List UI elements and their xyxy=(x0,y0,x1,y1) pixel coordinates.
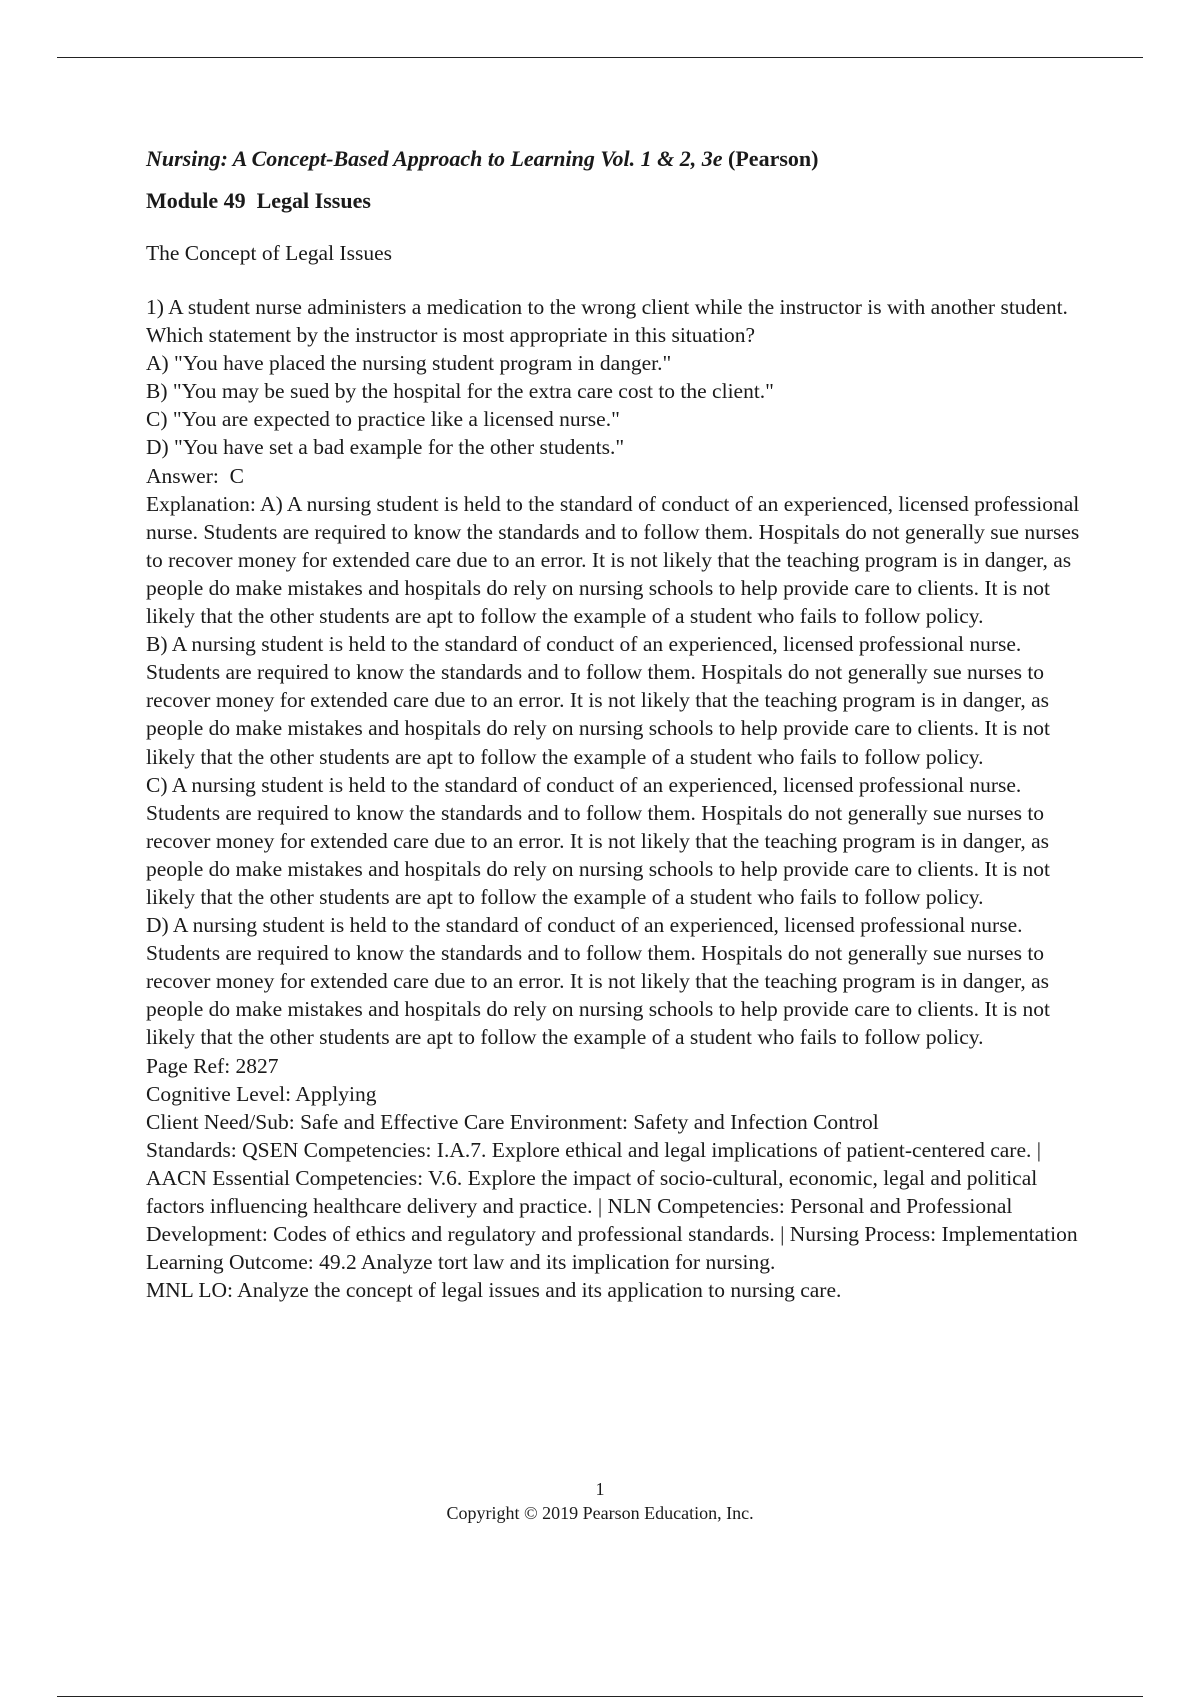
page-ref: Page Ref: 2827 xyxy=(146,1053,279,1078)
answer-option-a: A) "You have placed the nursing student program in danger." xyxy=(146,351,672,376)
question-stem: 1) A student nurse administers a medication to the wrong client while the instructor is with another student. Which statement by the instructor is most appropriate in this situation? xyxy=(146,295,1068,348)
explanation-b: B) A nursing student is held to the standard of conduct of an experienced, licensed professional nurse. Students are required to know the standards and to follow them. Hospitals do not generally sue nurses to recover money for extended care due to an error. It is not likely that the teaching program is in danger, as people do make mistakes and hospitals do rely on nursing schools to help provide care to clients. It is not likely that the other students are apt to follow the example of a student who fails to follow policy. xyxy=(146,632,1051,769)
learning-outcome: Learning Outcome: 49.2 Analyze tort law and its implication for nursing. xyxy=(146,1250,776,1275)
answer-key: Answer: C xyxy=(146,463,244,488)
copyright-notice: Copyright © 2019 Pearson Education, Inc. xyxy=(446,1503,754,1523)
concept-heading: The Concept of Legal Issues xyxy=(146,241,392,265)
answer-option-c: C) "You are expected to practice like a licensed nurse." xyxy=(146,407,620,432)
page-number: 1 xyxy=(595,1479,605,1499)
book-title: Nursing: A Concept-Based Approach to Learning Vol. 1 & 2, 3e xyxy=(146,146,723,171)
bottom-rule xyxy=(57,1696,1143,1697)
document-content xyxy=(146,141,1096,1304)
answer-option-d: D) "You have set a bad example for the other students." xyxy=(146,435,625,460)
explanation-d: D) A nursing student is held to the standard of conduct of an experienced, licensed professional nurse. Students are required to know the standards and to follow them. Hospitals do not generally sue nurses to recover money for extended care due to an error. It is not likely that the teaching program is in danger, as people do make mistakes and hospitals do rely on nursing schools to help provide care to clients. It is not likely that the other students are apt to follow the example of a student who fails to follow policy. xyxy=(146,913,1051,1050)
module-title: Module 49 Legal Issues xyxy=(146,188,371,213)
client-need: Client Need/Sub: Safe and Effective Care Environment: Safety and Infection Control xyxy=(146,1109,879,1134)
top-rule xyxy=(57,57,1143,58)
book-title-line xyxy=(146,141,1096,177)
standards: Standards: QSEN Competencies: I.A.7. Explore ethical and legal implications of patient-centered care. | AACN Essential Competencies: V.6. Explore the impact of socio-cultural, economic, legal and political factors influencing healthcare delivery and practice. | NLN Competencies: Personal and Professional Development: Codes of ethics and regulatory and professional standards. | Nursing Process: Implementation xyxy=(146,1137,1078,1247)
question-block xyxy=(146,293,1096,1304)
explanation-c: C) A nursing student is held to the standard of conduct of an experienced, licensed professional nurse. Students are required to know the standards and to follow them. Hospitals do not generally sue nurses to recover money for extended care due to an error. It is not likely that the teaching program is in danger, as people do make mistakes and hospitals do rely on nursing schools to help provide care to clients. It is not likely that the other students are apt to follow the example of a student who fails to follow policy. xyxy=(146,772,1051,909)
publisher: (Pearson) xyxy=(728,146,819,171)
cognitive-level: Cognitive Level: Applying xyxy=(146,1081,377,1106)
explanation-a: Explanation: A) A nursing student is held to the standard of conduct of an experienced, licensed professional nurse. Students are required to know the standards and to follow them. Hospitals do not generally sue nurses to recover money for extended care due to an error. It is not likely that the teaching program is in danger, as people do make mistakes and hospitals do rely on nursing schools to help provide care to clients. It is not likely that the other students are apt to follow the example of a student who fails to follow policy. xyxy=(146,491,1080,629)
mnl-learning-objective: MNL LO: Analyze the concept of legal issues and its application to nursing care. xyxy=(146,1278,842,1303)
answer-option-b: B) "You may be sued by the hospital for the extra care cost to the client." xyxy=(146,379,774,404)
